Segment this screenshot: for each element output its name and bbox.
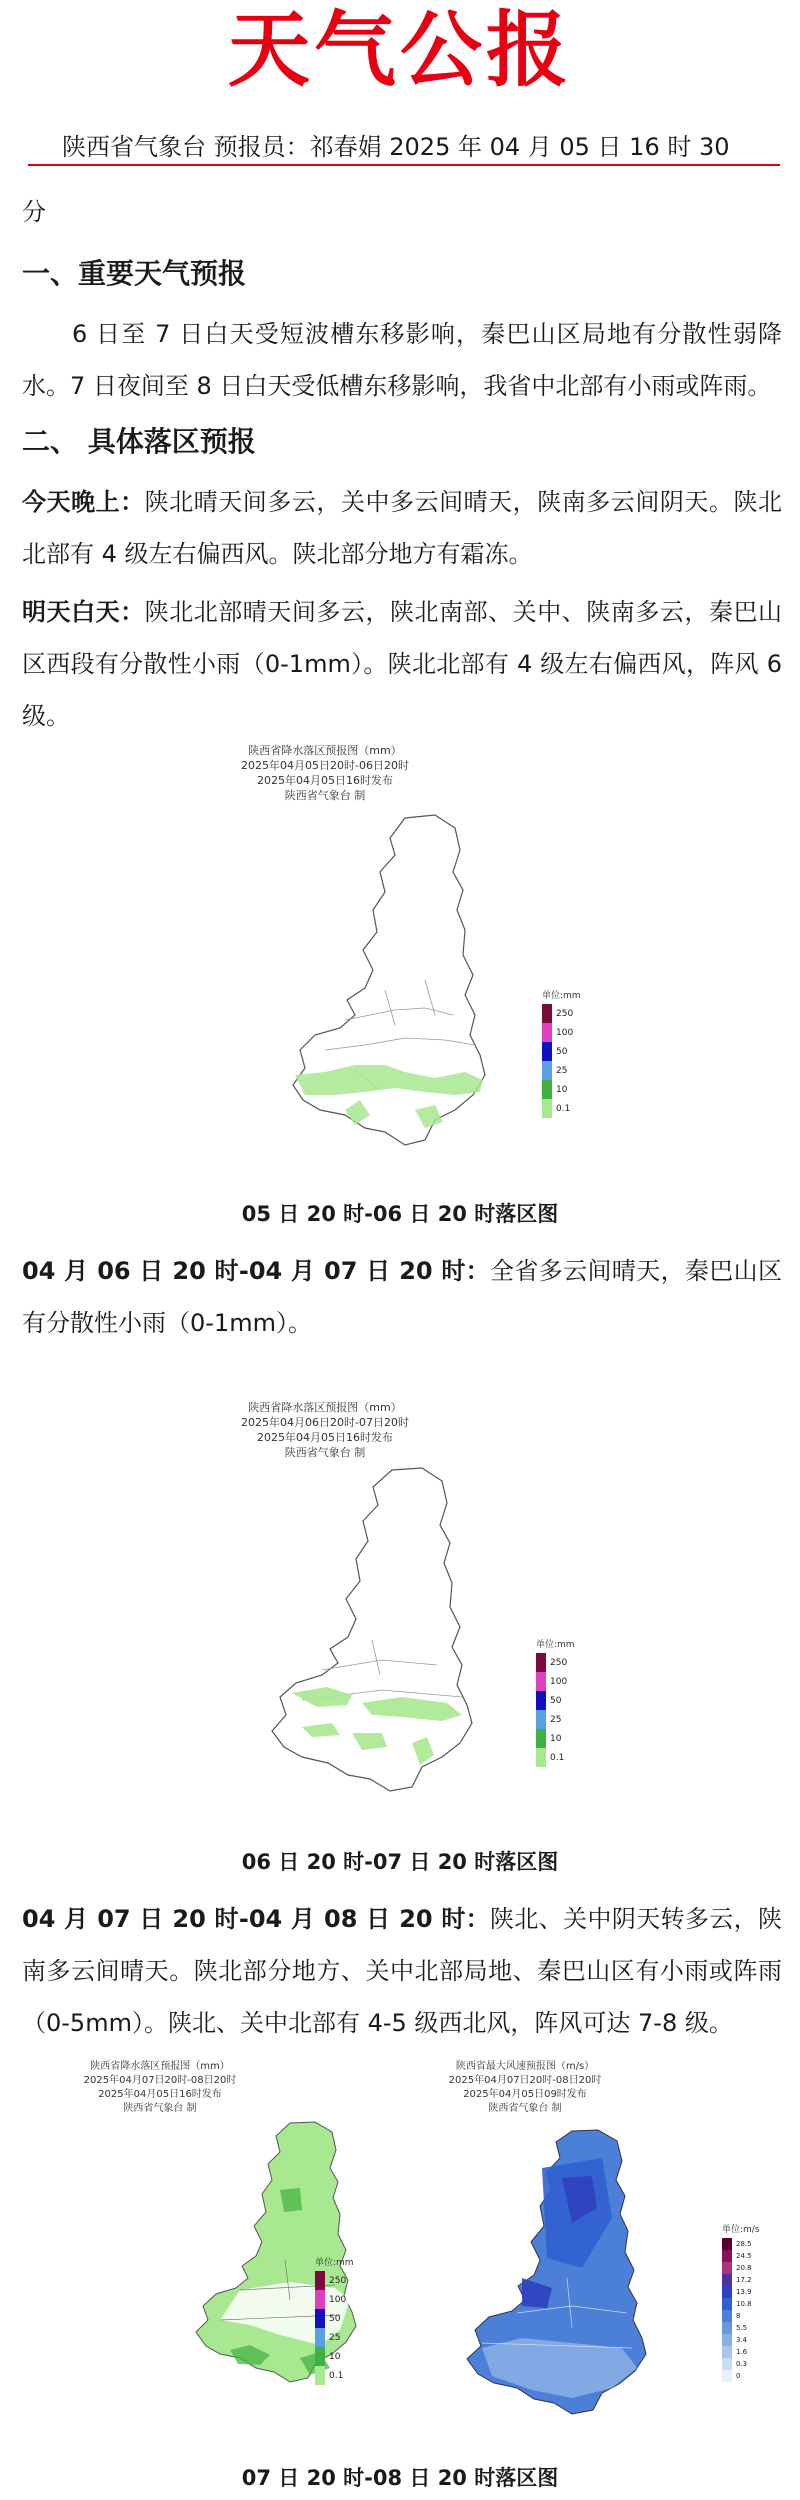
legend-label: 3.4 bbox=[736, 2336, 748, 2344]
map2-caption: 06 日 20 时-07 日 20 时落区图 bbox=[241, 1850, 559, 1874]
period-0407-forecast bbox=[22, 1893, 782, 2049]
legend-label: 10 bbox=[329, 2351, 341, 2362]
bulletin-meta-minute: 分 bbox=[22, 198, 46, 226]
legend-swatch bbox=[722, 2262, 732, 2274]
legend-row bbox=[722, 2238, 768, 2250]
legend-label: 20.8 bbox=[736, 2264, 752, 2272]
page-title: 天气公报 bbox=[227, 2, 572, 98]
legend-row bbox=[315, 2328, 361, 2347]
red-divider bbox=[28, 164, 780, 166]
legend-row bbox=[722, 2322, 768, 2334]
legend-swatch bbox=[542, 1023, 552, 1042]
legend-swatch bbox=[536, 1710, 546, 1729]
legend-label: 250 bbox=[556, 1008, 574, 1019]
important-forecast-text: 6 日至 7 日白天受短波槽东移影响，秦巴山区局地有分散性弱降水。7 日夜间至 8 日白天受低槽东移影响，我省中北部有小雨或阵雨。 bbox=[22, 320, 782, 400]
final-caption: 07 日 20 时-08 日 20 时落区图 bbox=[241, 2466, 559, 2490]
map4-period: 2025年04月07日20时-08日20时 bbox=[448, 2075, 602, 2086]
legend-row bbox=[722, 2358, 768, 2370]
legend-label: 10 bbox=[550, 1733, 562, 1744]
map1-title: 陕西省降水落区预报图（mm） bbox=[248, 744, 402, 757]
legend-label: 25 bbox=[329, 2332, 341, 2343]
legend-label: 0.1 bbox=[550, 1752, 565, 1763]
map2-issued: 2025年04月05日16时发布 bbox=[257, 1431, 393, 1444]
tomorrow-label: 明天白天： bbox=[22, 598, 145, 626]
legend-row bbox=[722, 2274, 768, 2286]
map3-legend-rows bbox=[315, 2271, 361, 2385]
map2-legend-unit: 单位:mm bbox=[536, 1640, 575, 1650]
legend-row bbox=[542, 1023, 592, 1042]
legend-swatch bbox=[722, 2286, 732, 2298]
map3-issuer: 陕西省气象台 制 bbox=[123, 2103, 197, 2114]
map4-issuer: 陕西省气象台 制 bbox=[488, 2103, 562, 2114]
map2-shaanxi-map bbox=[262, 1465, 492, 1795]
legend-row bbox=[315, 2290, 361, 2309]
map3-period: 2025年04月07日20时-08日20时 bbox=[83, 2075, 237, 2086]
legend-label: 1.6 bbox=[736, 2348, 748, 2356]
map3-header bbox=[40, 2060, 280, 2116]
tomorrow-text: 陕北北部晴天间多云，陕北南部、关中、陕南多云，秦巴山区西段有分散性小雨（0-1mm）。陕北北部有 4 级左右偏西风，阵风 6 级。 bbox=[22, 598, 783, 730]
map3-legend bbox=[315, 2255, 361, 2385]
legend-label: 24.5 bbox=[736, 2252, 752, 2260]
map2-title: 陕西省降水落区预报图（mm） bbox=[248, 1401, 402, 1414]
section-heading-detail: 二、 具体落区预报 bbox=[22, 425, 256, 458]
legend-row bbox=[722, 2262, 768, 2274]
legend-swatch bbox=[722, 2310, 732, 2322]
legend-row bbox=[536, 1653, 586, 1672]
legend-row bbox=[315, 2309, 361, 2328]
legend-swatch bbox=[536, 1653, 546, 1672]
map4-title: 陕西省最大风速预报图（m/s） bbox=[455, 2061, 595, 2072]
legend-row bbox=[542, 1004, 592, 1023]
legend-label: 100 bbox=[329, 2294, 347, 2305]
map3-legend-unit: 单位:mm bbox=[315, 2258, 354, 2268]
legend-swatch bbox=[542, 1061, 552, 1080]
tonight-text: 陕北晴天间多云，关中多云间晴天，陕南多云间阴天。陕北北部有 4 级左右偏西风。陕北部分地方有霜冻。 bbox=[22, 488, 783, 568]
legend-label: 0.3 bbox=[736, 2360, 748, 2368]
legend-row bbox=[536, 1729, 586, 1748]
period-0407-text: 陕北、关中阴天转多云，陕南多云间晴天。陕北部分地方、关中北部局地、秦巴山区有小雨或阵雨（0-5mm）。陕北、关中北部有 4-5 级西北风，阵风可达 7-8 级。 bbox=[22, 1905, 783, 2037]
map2-header bbox=[200, 1400, 450, 1460]
legend-row bbox=[722, 2310, 768, 2322]
bulletin-meta-text: 陕西省气象台 预报员：祁春娟 2025 年 04 月 05 日 16 时 30 bbox=[62, 133, 730, 161]
map1-caption: 05 日 20 时-06 日 20 时落区图 bbox=[241, 1202, 559, 1226]
map1-legend bbox=[542, 988, 592, 1118]
legend-label: 28.5 bbox=[736, 2240, 752, 2248]
legend-label: 17.2 bbox=[736, 2276, 752, 2284]
legend-row bbox=[536, 1672, 586, 1691]
legend-swatch bbox=[722, 2274, 732, 2286]
legend-row bbox=[315, 2271, 361, 2290]
legend-swatch bbox=[536, 1672, 546, 1691]
legend-label: 13.9 bbox=[736, 2288, 752, 2296]
legend-row bbox=[722, 2334, 768, 2346]
legend-label: 0.1 bbox=[329, 2370, 344, 2381]
map1-province-outline bbox=[293, 815, 485, 1145]
legend-row bbox=[315, 2347, 361, 2366]
legend-swatch bbox=[315, 2366, 325, 2385]
legend-swatch bbox=[536, 1748, 546, 1767]
map1-issued: 2025年04月05日16时发布 bbox=[257, 774, 393, 787]
legend-label: 10 bbox=[556, 1084, 568, 1095]
legend-swatch bbox=[315, 2347, 325, 2366]
tomorrow-forecast bbox=[22, 586, 782, 742]
legend-row bbox=[315, 2366, 361, 2385]
legend-swatch bbox=[722, 2322, 732, 2334]
legend-row bbox=[722, 2250, 768, 2262]
map2-period: 2025年04月06日20时-07日20时 bbox=[241, 1416, 409, 1429]
map4-legend-rows bbox=[722, 2238, 768, 2382]
legend-swatch bbox=[722, 2358, 732, 2370]
legend-row bbox=[536, 1691, 586, 1710]
legend-swatch bbox=[315, 2309, 325, 2328]
tonight-label: 今天晚上： bbox=[22, 488, 145, 516]
legend-swatch bbox=[722, 2370, 732, 2382]
period-0407-label: 04 月 07 日 20 时-04 月 08 日 20 时： bbox=[22, 1905, 491, 1933]
legend-swatch bbox=[536, 1691, 546, 1710]
legend-swatch bbox=[315, 2271, 325, 2290]
legend-label: 50 bbox=[556, 1046, 568, 1057]
map1-period: 2025年04月05日20时-06日20时 bbox=[241, 759, 409, 772]
legend-label: 250 bbox=[550, 1657, 568, 1668]
period-0406-forecast bbox=[22, 1245, 782, 1349]
period-0406-label: 04 月 06 日 20 时-04 月 07 日 20 时： bbox=[22, 1257, 491, 1285]
legend-swatch bbox=[542, 1004, 552, 1023]
map1-legend-unit: 单位:mm bbox=[542, 991, 581, 1001]
legend-swatch bbox=[542, 1080, 552, 1099]
legend-swatch bbox=[542, 1099, 552, 1118]
legend-label: 0 bbox=[736, 2372, 741, 2380]
legend-row bbox=[542, 1061, 592, 1080]
legend-label: 10.8 bbox=[736, 2300, 752, 2308]
map4-shaanxi-map bbox=[462, 2128, 672, 2418]
map3-title: 陕西省降水落区预报图（mm） bbox=[90, 2061, 230, 2072]
legend-label: 0.1 bbox=[556, 1103, 571, 1114]
legend-swatch bbox=[722, 2238, 732, 2250]
legend-swatch bbox=[722, 2298, 732, 2310]
bulletin-meta bbox=[28, 131, 780, 163]
legend-row bbox=[542, 1099, 592, 1118]
legend-label: 50 bbox=[550, 1695, 562, 1706]
legend-row bbox=[722, 2370, 768, 2382]
legend-swatch bbox=[722, 2334, 732, 2346]
map2-issuer: 陕西省气象台 制 bbox=[284, 1446, 366, 1459]
legend-row bbox=[542, 1080, 592, 1099]
legend-row bbox=[722, 2346, 768, 2358]
map1-legend-rows bbox=[542, 1004, 592, 1118]
legend-label: 8 bbox=[736, 2312, 741, 2320]
legend-row bbox=[536, 1748, 586, 1767]
legend-label: 5.5 bbox=[736, 2324, 748, 2332]
legend-row bbox=[722, 2286, 768, 2298]
map1-header bbox=[200, 743, 450, 803]
section-heading-important: 一、重要天气预报 bbox=[22, 257, 247, 290]
map1-issuer: 陕西省气象台 制 bbox=[284, 789, 366, 802]
map4-header bbox=[400, 2060, 650, 2116]
legend-label: 25 bbox=[550, 1714, 562, 1725]
period-0406-text: 全省多云间晴天，秦巴山区有分散性小雨（0-1mm）。 bbox=[22, 1257, 783, 1337]
tonight-forecast bbox=[22, 476, 782, 580]
map2-legend bbox=[536, 1637, 586, 1767]
map3-issued: 2025年04月05日16时发布 bbox=[98, 2089, 222, 2100]
legend-label: 50 bbox=[329, 2313, 341, 2324]
legend-row bbox=[542, 1042, 592, 1061]
legend-row bbox=[536, 1710, 586, 1729]
map4-issued: 2025年04月05日09时发布 bbox=[463, 2089, 587, 2100]
map4-legend-unit: 单位:m/s bbox=[722, 2225, 760, 2235]
legend-label: 100 bbox=[550, 1676, 568, 1687]
map2-legend-rows bbox=[536, 1653, 586, 1767]
map4-legend bbox=[722, 2222, 768, 2382]
legend-swatch bbox=[722, 2250, 732, 2262]
legend-label: 100 bbox=[556, 1027, 574, 1038]
map1-shaanxi-map bbox=[285, 810, 505, 1150]
legend-swatch bbox=[315, 2290, 325, 2309]
legend-swatch bbox=[722, 2346, 732, 2358]
legend-swatch bbox=[536, 1729, 546, 1748]
legend-row bbox=[722, 2298, 768, 2310]
legend-swatch bbox=[315, 2328, 325, 2347]
legend-swatch bbox=[542, 1042, 552, 1061]
legend-label: 25 bbox=[556, 1065, 568, 1076]
legend-label: 250 bbox=[329, 2275, 347, 2286]
